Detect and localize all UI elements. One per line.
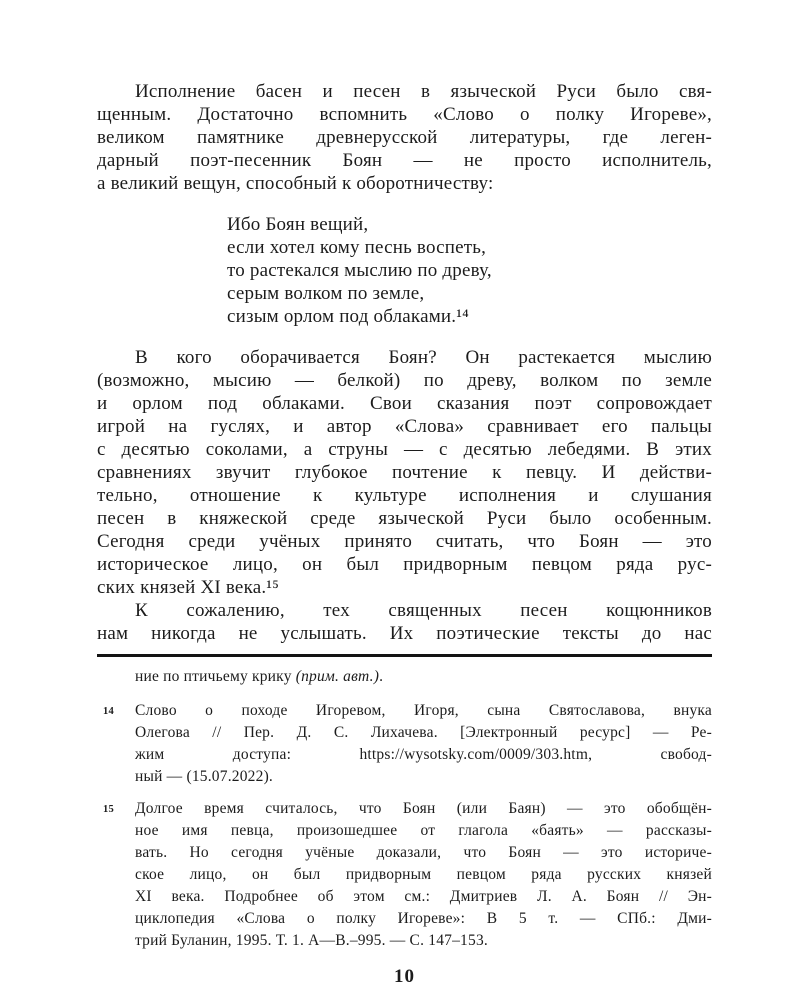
- verse-quote: [227, 213, 712, 328]
- text-line: К сожалению, тех священных песен кощюнников: [135, 600, 712, 621]
- footnote-14-number: 14: [103, 706, 114, 717]
- text-line: щенным. Достаточно вспомнить «Слово о полку Игореве»,: [97, 104, 712, 125]
- footnote-14-text: [135, 700, 712, 788]
- footnote-15-text: [135, 798, 712, 952]
- text-line: XI века. Подробнее об этом см.: Дмитриев Л. А. Боян // Эн-: [135, 888, 712, 905]
- text-line: В кого оборачивается Боян? Он растекается мыслию: [135, 347, 712, 368]
- text-line: дарный поэт-песенник Боян — не просто исполнитель,: [97, 150, 712, 171]
- paragraph-songs: [97, 599, 712, 645]
- text-line: Слово о походе Игоревом, Игоря, сына Святославова, внука: [135, 702, 712, 719]
- paragraph-boyan: [97, 346, 712, 599]
- text-line: трий Буланин, 1995. Т. 1. А—В.–995. — С. 147–153.: [135, 932, 488, 949]
- text-line: с десятью соколами, а струны — с десятью лебедями. В этих: [97, 439, 712, 460]
- paragraph-intro: [97, 80, 712, 195]
- footnote-continuation: [97, 666, 712, 688]
- text-line: Ибо Боян вещий,: [227, 214, 369, 235]
- text-line: и орлом под облаками. Свои сказания поэт сопровождает: [97, 393, 712, 414]
- footnote-continuation-italic: (прим. авт.): [295, 668, 380, 685]
- text-line: сравнениях звучит глубокое почтение к певцу. И действи-: [97, 462, 712, 483]
- text-line: (возможно, мысию — белкой) по древу, волком по земле: [97, 370, 712, 391]
- footnote-area: [97, 666, 712, 952]
- text-line: игрой на гуслях, и автор «Слова» сравнивает его пальцы: [97, 416, 712, 437]
- text-line: Долгое время считалось, что Боян (или Баян) — это обобщён-: [135, 800, 712, 817]
- text-line: то растекался мыслию по древу,: [227, 260, 492, 281]
- text-line: песен в княжеской среде языческой Руси было особенным.: [97, 508, 712, 529]
- text-line: Олегова // Пер. Д. С. Лихачева. [Электронный ресурс] — Ре-: [135, 724, 712, 741]
- text-line: вать. Но сегодня учёные доказали, что Боян — это историче-: [135, 844, 712, 861]
- text-line: Сегодня среди учёных принято считать, что Боян — это: [97, 531, 712, 552]
- text-line: если хотел кому песнь воспеть,: [227, 237, 487, 258]
- footnote-14: [97, 700, 712, 788]
- text-line: ское лицо, он был придворным певцом ряда русских князей: [135, 866, 712, 883]
- page-number: 10: [394, 966, 415, 987]
- text-line: тельно, отношение к культуре исполнения и слушания: [97, 485, 712, 506]
- footnote-continuation-text: ние по птичьему крику: [135, 668, 296, 685]
- text-line: Исполнение басен и песен в языческой Руси было свя-: [135, 81, 712, 102]
- text-line: сизым орлом под облаками.¹⁴: [227, 306, 469, 327]
- text-line: историческое лицо, он был придворным певцом ряда рус-: [97, 554, 712, 575]
- text-line: нам никогда не услышать. Их поэтические тексты до нас: [97, 623, 712, 644]
- text-line: серым волком по земле,: [227, 283, 425, 304]
- text-line: жим доступа: https://wysotsky.com/0009/303.htm, свобод-: [135, 746, 712, 763]
- footnote-15: [97, 798, 712, 952]
- footnote-15-number: 15: [103, 804, 114, 815]
- text-line: ное имя певца, произошедшее от глагола «баять» — рассказы-: [135, 822, 712, 839]
- footnote-continuation-period: .: [379, 668, 384, 685]
- text-line: ный — (15.07.2022).: [135, 768, 274, 785]
- text-line: а великий вещун, способный к оборотничеству:: [97, 173, 494, 194]
- text-line: циклопедия «Слова о полку Игореве»: В 5 т. — СПб.: Дми-: [135, 910, 712, 927]
- text-line: ских князей XI века.¹⁵: [97, 577, 280, 598]
- footnote-separator-rule: [97, 654, 712, 657]
- text-line: великом памятнике древнерусской литературы, где леген-: [97, 127, 712, 148]
